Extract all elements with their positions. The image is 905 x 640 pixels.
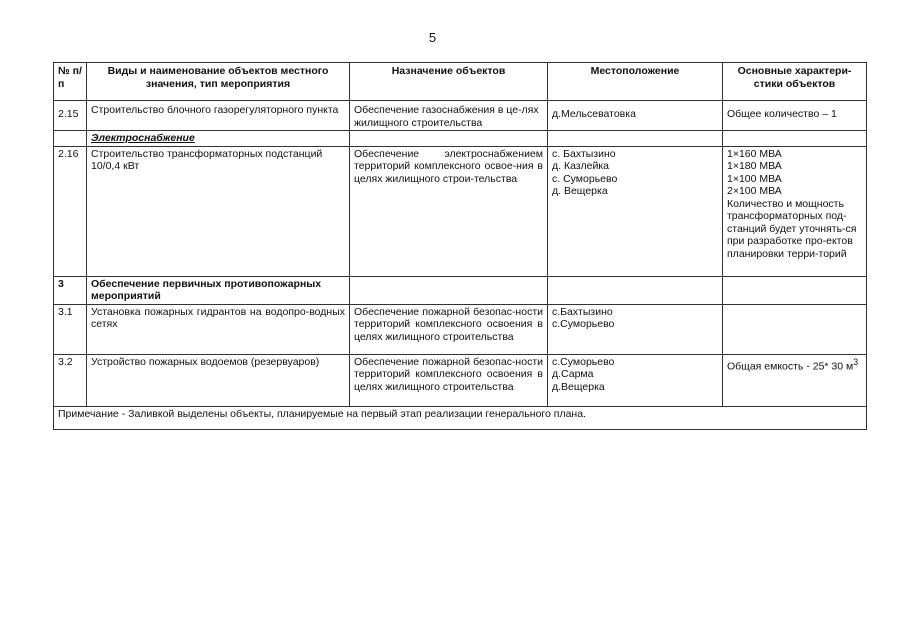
location-item: д. Вещерка xyxy=(552,185,608,197)
row-name: Строительство трансформаторных подстанций 10/0,4 кВт xyxy=(87,146,350,276)
table-row xyxy=(54,146,867,276)
characteristic-text: Общая емкость - 25* 30 м xyxy=(727,360,854,372)
row-num: 2.15 xyxy=(54,101,87,131)
location-item: с.Суморьево xyxy=(552,355,615,368)
row-purpose: Обеспечение пожарной безопас-ности территорий комплексного освоения в целях жилищного строительства xyxy=(350,354,548,406)
row-location xyxy=(548,354,723,406)
row-name: Строительство блочного газорегуляторного пункта xyxy=(87,101,350,131)
header-name: Виды и наименование объектов местного значения, тип мероприятия xyxy=(87,63,350,101)
row-purpose: Обеспечение пожарной безопас-ности территорий комплексного освоения в целях жилищного строительства xyxy=(350,304,548,354)
location-item: с.Бахтызино xyxy=(552,305,613,318)
row-name: Устройство пожарных водоемов (резервуаров) xyxy=(87,354,350,406)
table-header-row xyxy=(54,63,867,101)
row-num: 2.16 xyxy=(54,146,87,276)
row-name: Установка пожарных гидрантов на водопро-водных сетях xyxy=(87,304,350,354)
section-row xyxy=(54,131,867,147)
table-row xyxy=(54,101,867,131)
row-location xyxy=(548,304,723,354)
characteristic-item: 1×180 МВА xyxy=(727,160,782,172)
note-row xyxy=(54,406,867,429)
table-note: Примечание - Заливкой выделены объекты, планируемые на первый этап реализации генерального плана. xyxy=(54,406,867,429)
characteristic-item: Количество и мощность трансформаторных под-станций будет уточнять-ся при разработке про-ектов планировки терри-торий xyxy=(727,197,857,260)
characteristic-item: 1×160 МВА xyxy=(727,147,782,160)
table-row xyxy=(54,354,867,406)
table-row xyxy=(54,276,867,304)
table-row xyxy=(54,304,867,354)
characteristic-unit-sup: 3 xyxy=(853,356,859,367)
location-item: д.Сарма xyxy=(552,368,594,380)
row-num: 3 xyxy=(54,276,87,304)
location-item: д. Казлейка xyxy=(552,160,609,172)
row-location: д.Мельсеватовка xyxy=(548,101,723,131)
row-purpose: Обеспечение электроснабжением территорий комплексного освое-ния в целях жилищного строи-тельства xyxy=(350,146,548,276)
characteristic-item: 2×100 МВА xyxy=(727,185,782,197)
row-num: 3.1 xyxy=(54,304,87,354)
row-name: Обеспечение первичных противопожарных мероприятий xyxy=(87,276,350,304)
row-characteristics xyxy=(723,354,867,406)
row-characteristics xyxy=(723,146,867,276)
header-location: Местоположение xyxy=(548,63,723,101)
page-number: 5 xyxy=(428,30,437,45)
row-num: 3.2 xyxy=(54,354,87,406)
location-item: с. Бахтызино xyxy=(552,147,616,160)
row-purpose: Обеспечение газоснабжения в це-лях жилищного строительства xyxy=(350,101,548,131)
section-title: Электроснабжение xyxy=(87,131,350,147)
row-location xyxy=(548,146,723,276)
header-characteristics: Основные характери-стики объектов xyxy=(723,63,867,101)
objects-table xyxy=(53,62,867,430)
row-characteristics xyxy=(723,304,867,354)
header-purpose: Назначение объектов xyxy=(350,63,548,101)
row-characteristics: Общее количество – 1 xyxy=(723,101,867,131)
location-item: с.Суморьево xyxy=(552,318,615,330)
header-num: № п/п xyxy=(54,63,87,101)
location-item: д.Вещерка xyxy=(552,380,605,393)
characteristic-item: 1×100 МВА xyxy=(727,172,782,185)
location-item: с. Суморьево xyxy=(552,172,618,185)
